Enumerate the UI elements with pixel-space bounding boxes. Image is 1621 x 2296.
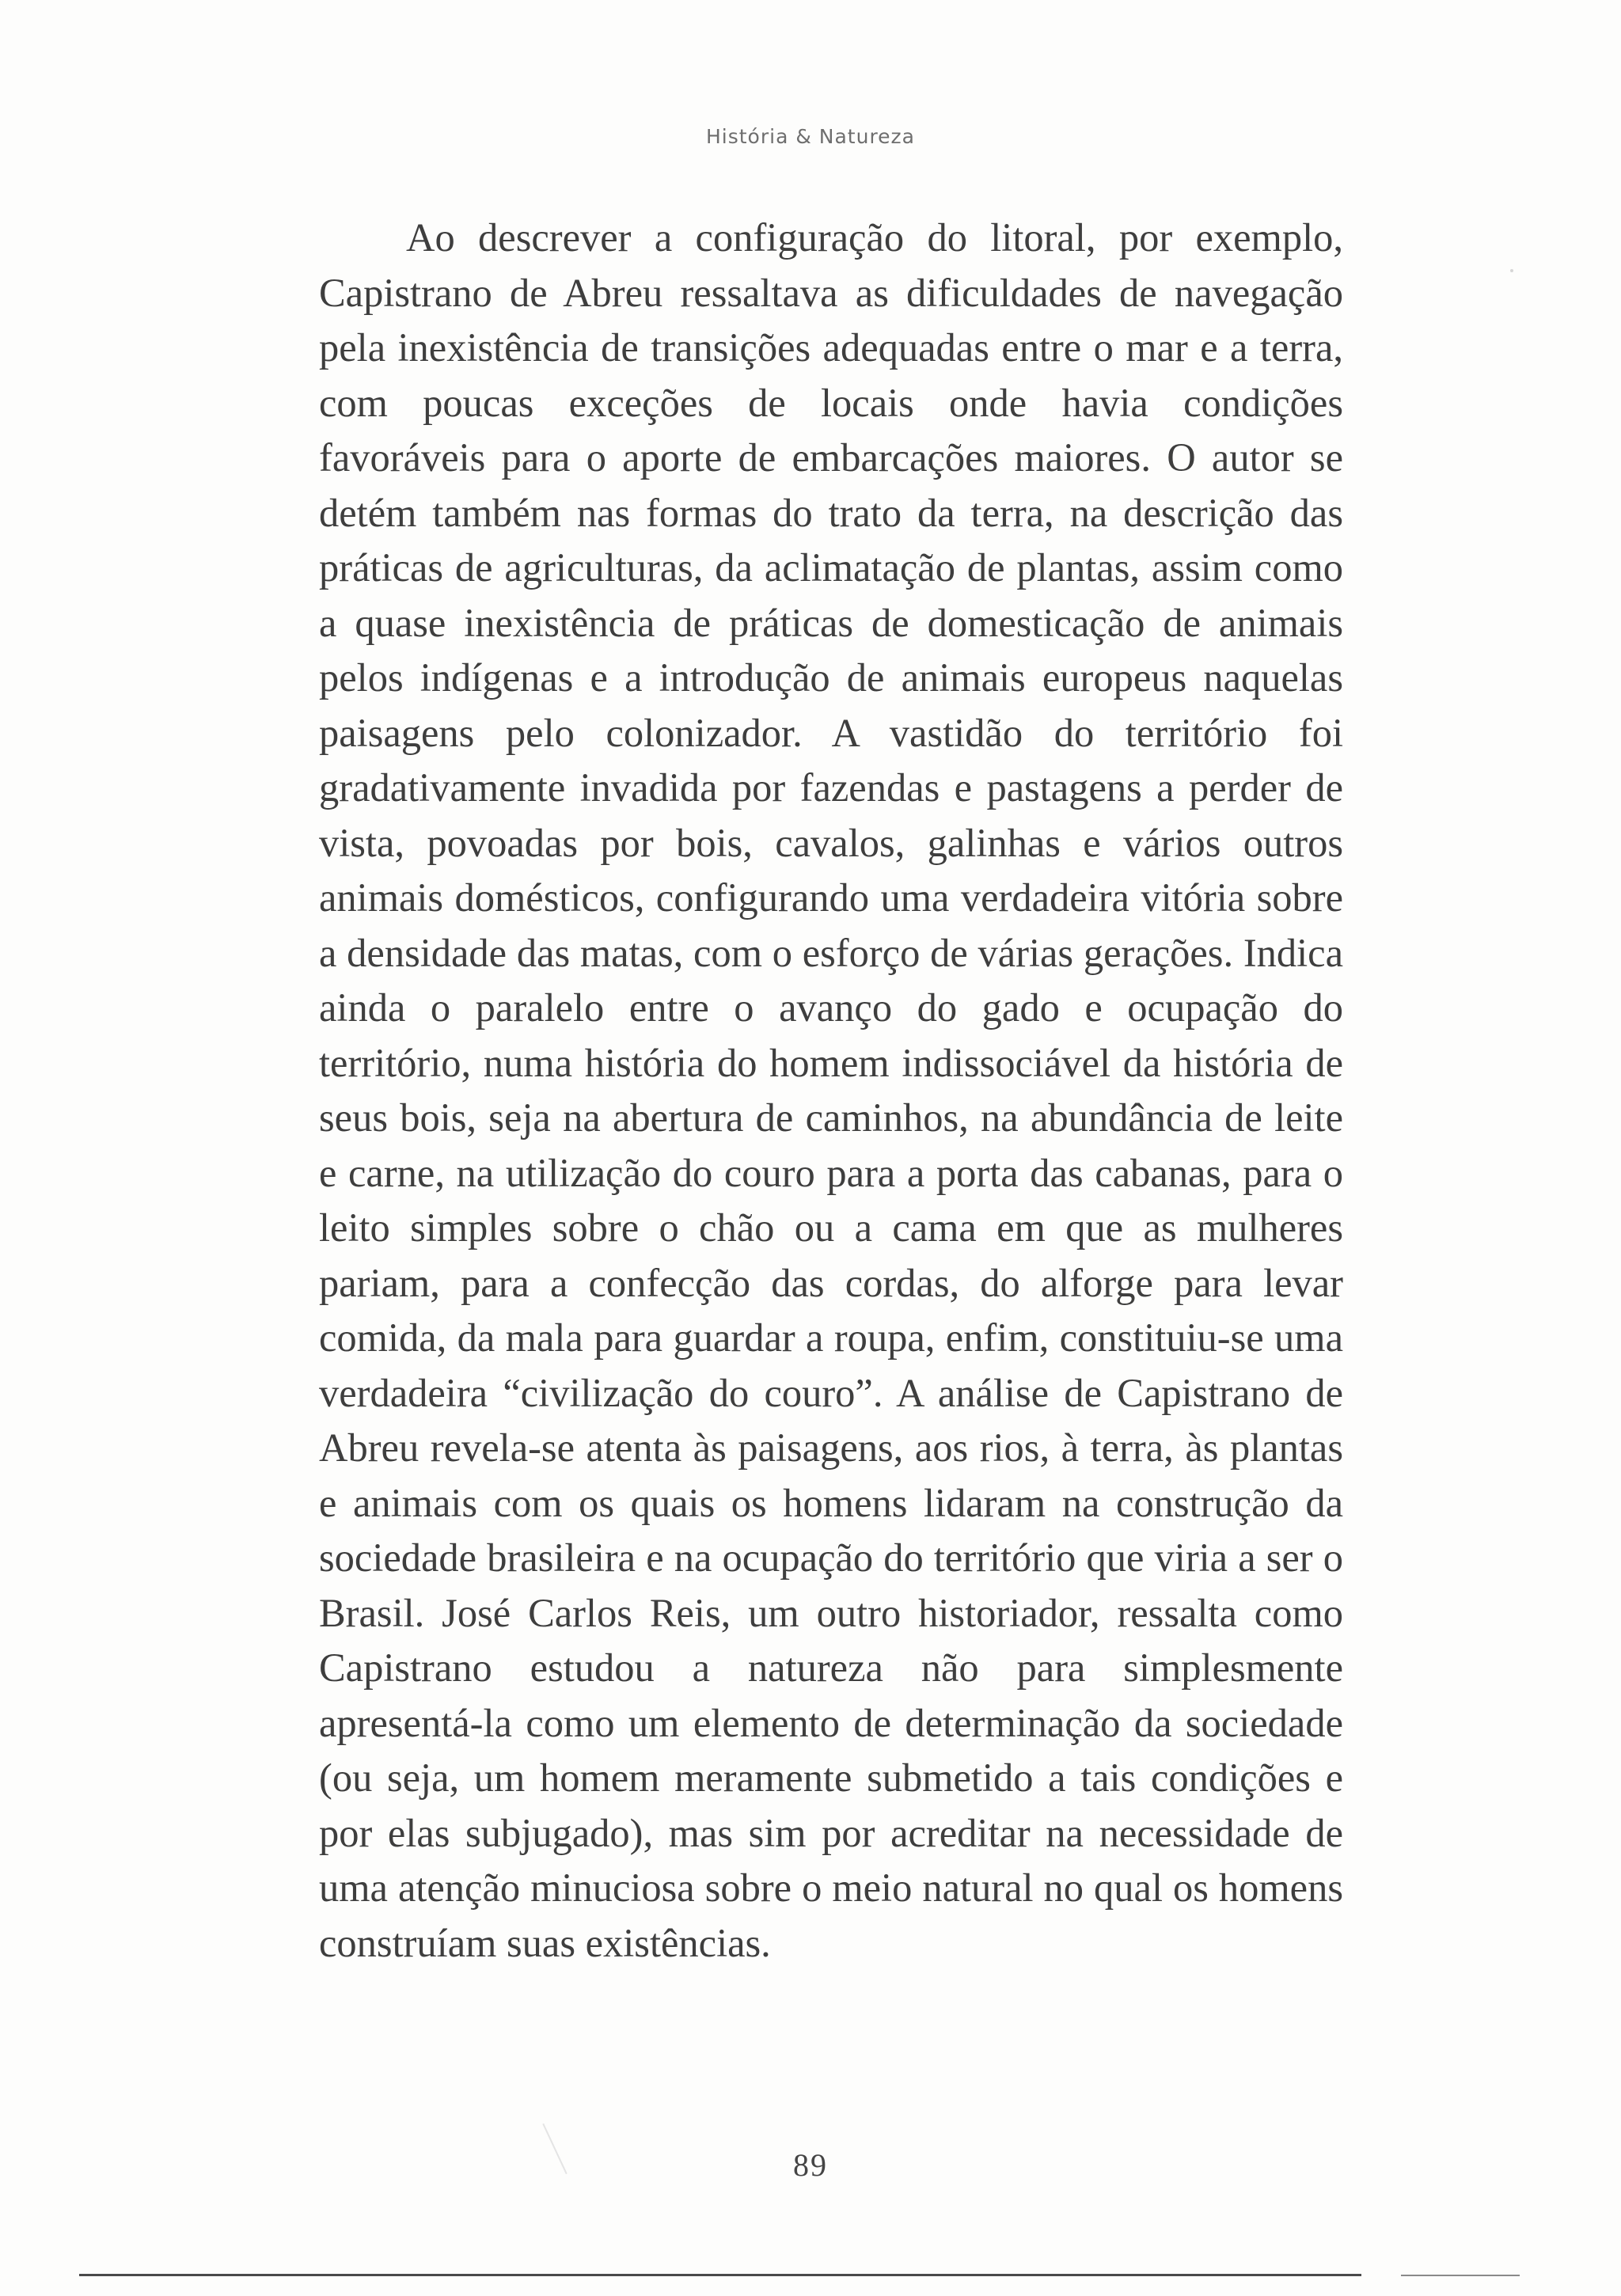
scan-artifact-dot [1510,269,1513,272]
body-paragraph: Ao descrever a configuração do litoral, por exemplo, Capistrano de Abreu ressaltava as dificuldades de navegação pela inexistência de transições adequadas entre o mar e a terra, com poucas exceções de locais onde havia condições favoráveis para o aporte de embarcações maiores. O autor se detém também nas formas do trato da terra, na descrição das práticas de agriculturas, da aclimatação de plantas, assim como a quase inexistência de práticas de domesticação de animais pelos indígenas e a introdução de animais europeus naquelas paisagens pelo colonizador. A vastidão do território foi gradativamente invadida por fazendas e pastagens a perder de vista, povoadas por bois, cavalos, galinhas e vários outros animais domésticos, configurando uma verdadeira vitória sobre a densidade das matas, com o esforço de várias gerações. Indica ainda o paralelo entre o avanço do gado e ocupação do território, numa história do homem indissociável da história de seus bois, seja na abertura de caminhos, na abundância de leite e carne, na utilização do couro para a porta das cabanas, para o leito simples sobre o chão ou a cama em que as mulheres pariam, para a confecção das cordas, do alforge para levar comida, da mala para guardar a roupa, enfim, constituiu-se uma verdadeira “civilização do couro”. A análise de Capistrano de Abreu revela-se atenta às paisagens, aos rios, à terra, às plantas e animais com os quais os homens lidaram na construção da sociedade brasileira e na ocupação do território que viria a ser o Brasil. José Carlos Reis, um outro historiador, ressalta como Capistrano estudou a natureza não para simplesmente apresentá-la como um elemento de determinação da sociedade (ou seja, um homem meramente submetido a tais condições e por elas subjugado), mas sim por acreditar na necessidade de uma atenção minuciosa sobre o meio natural no qual os homens construíam suas existências. [319,215,1343,1965]
running-header: História & Natureza [705,125,916,148]
page-number: 89 [793,2147,828,2183]
scan-edge-line [79,2274,1361,2276]
scan-edge-line-right [1401,2275,1520,2276]
